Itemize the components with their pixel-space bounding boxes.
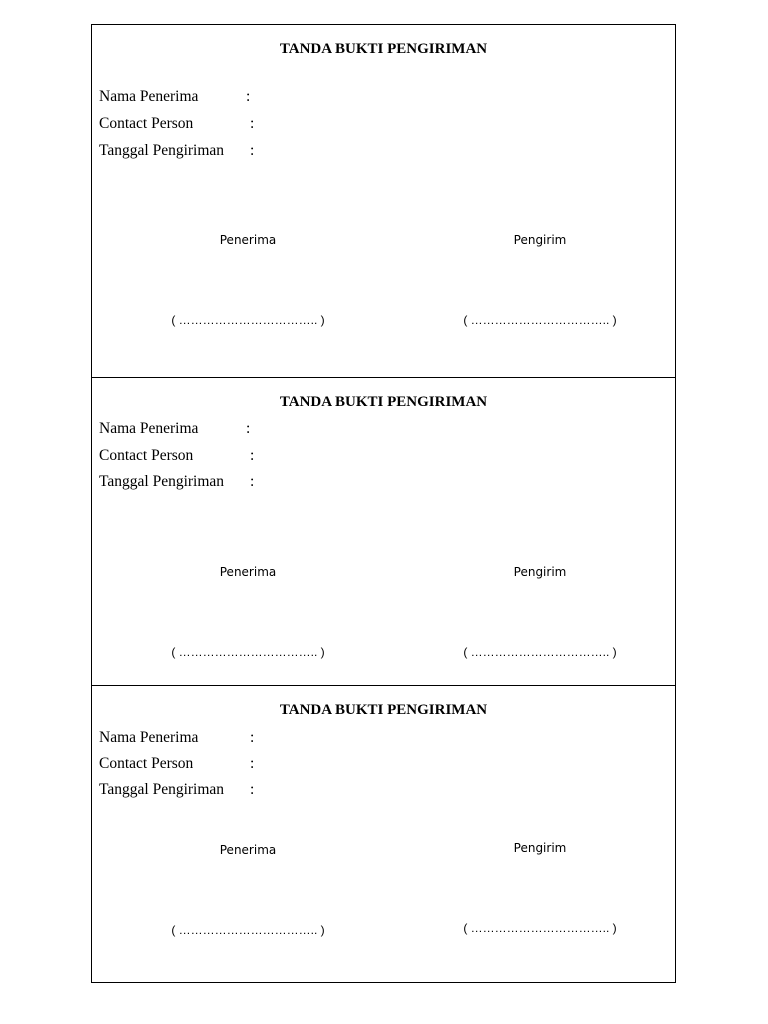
- sender-signature-line: ( …………………………….. ): [463, 921, 617, 935]
- receiver-signature-line: ( …………………………….. ): [171, 645, 325, 659]
- field-nama-penerima: Nama Penerima: [99, 729, 199, 746]
- sender-label: Pengirim: [513, 233, 567, 247]
- field-tanggal-pengiriman: Tanggal Pengiriman: [99, 142, 225, 159]
- receiver-label: Penerima: [219, 565, 277, 579]
- field-colon: :: [246, 420, 251, 437]
- field-colon: :: [250, 115, 255, 132]
- receiver-signature-line: ( …………………………….. ): [171, 923, 325, 937]
- sender-label: Pengirim: [513, 565, 567, 579]
- receipt-title: TANDA BUKTI PENGIRIMAN: [279, 702, 488, 718]
- receipt-section-1: [92, 25, 675, 378]
- field-tanggal-pengiriman: Tanggal Pengiriman: [99, 781, 225, 798]
- receipt-title: TANDA BUKTI PENGIRIMAN: [279, 41, 488, 57]
- field-contact-person: Contact Person: [99, 447, 194, 464]
- receipt-section-3: [92, 685, 675, 982]
- receiver-signature-line: ( …………………………….. ): [171, 313, 325, 327]
- field-nama-penerima: Nama Penerima: [99, 420, 199, 437]
- receipt-title: TANDA BUKTI PENGIRIMAN: [279, 394, 488, 410]
- field-colon: :: [250, 142, 255, 159]
- field-colon: :: [250, 781, 255, 798]
- sender-signature-line: ( …………………………….. ): [463, 313, 617, 327]
- receiver-label: Penerima: [219, 233, 277, 247]
- field-colon: :: [246, 88, 251, 105]
- field-colon: :: [250, 473, 255, 490]
- field-colon: :: [250, 447, 255, 464]
- delivery-receipt-sheet: [91, 24, 676, 983]
- field-nama-penerima: Nama Penerima: [99, 88, 199, 105]
- field-colon: :: [250, 729, 255, 746]
- field-tanggal-pengiriman: Tanggal Pengiriman: [99, 473, 225, 490]
- sender-label: Pengirim: [513, 841, 567, 855]
- field-contact-person: Contact Person: [99, 115, 194, 132]
- receipt-section-2: [92, 377, 675, 686]
- sender-signature-line: ( …………………………….. ): [463, 645, 617, 659]
- field-contact-person: Contact Person: [99, 755, 194, 772]
- field-colon: :: [250, 755, 255, 772]
- receiver-label: Penerima: [219, 843, 277, 857]
